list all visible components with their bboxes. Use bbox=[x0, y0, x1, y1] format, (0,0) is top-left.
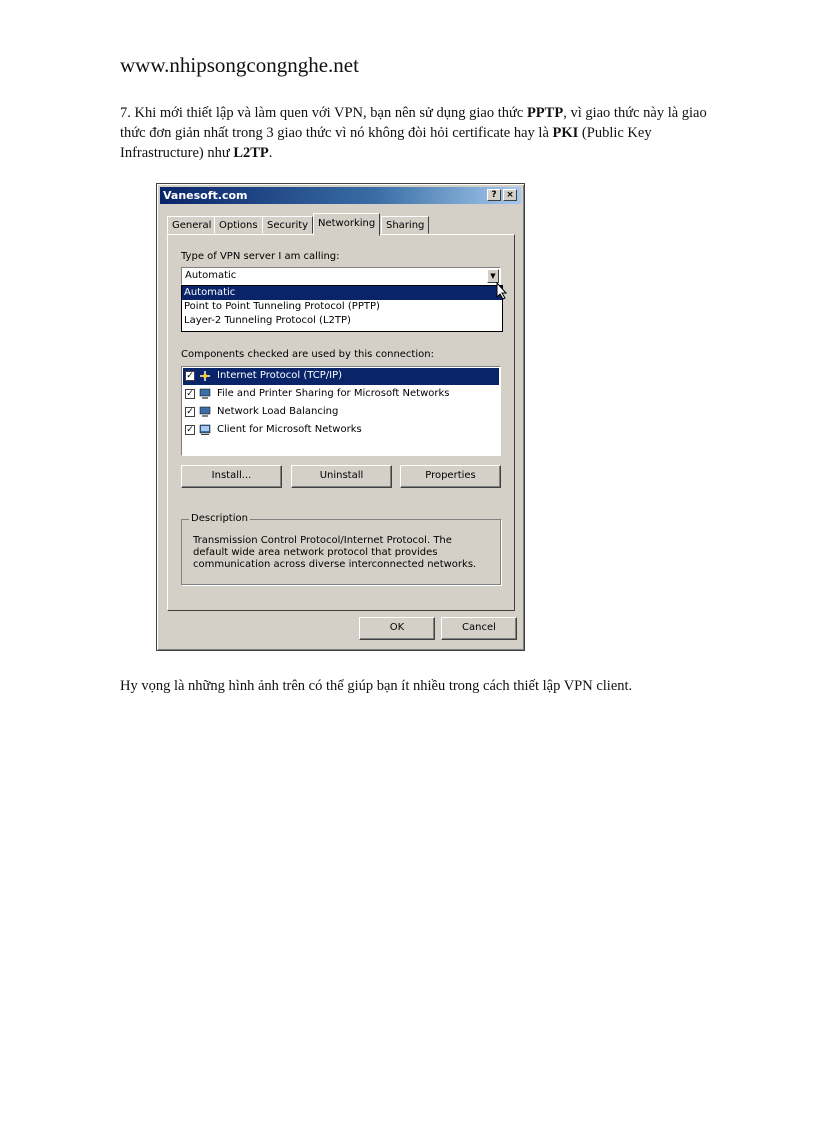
intro-l2tp: L2TP bbox=[233, 145, 269, 161]
chevron-down-icon[interactable]: ▼ bbox=[487, 269, 499, 283]
mouse-cursor-icon bbox=[496, 282, 508, 300]
description-groupbox bbox=[181, 513, 501, 585]
checkbox-network-load-balancing[interactable]: ✓ bbox=[186, 407, 194, 417]
component-label: Client for Microsoft Networks bbox=[217, 424, 362, 435]
component-item-client-ms-networks[interactable] bbox=[183, 422, 499, 439]
components-list[interactable] bbox=[181, 366, 501, 456]
vpn-option-l2tp[interactable]: Layer-2 Tunneling Protocol (L2TP) bbox=[184, 315, 351, 326]
component-item-file-printer-sharing[interactable] bbox=[183, 386, 499, 403]
help-button[interactable]: ? bbox=[487, 189, 501, 201]
vpn-option-automatic[interactable]: Automatic bbox=[182, 286, 502, 300]
site-url: www.nhipsongcongnghe.net bbox=[120, 53, 359, 77]
intro-text-2: , vì giao thức này là giao thức đơn giản nhất trong 3 giao thức vì nó không đòi hỏi certificate hay là bbox=[120, 105, 707, 141]
title-bar bbox=[160, 187, 521, 204]
ok-button[interactable]: OK bbox=[359, 617, 435, 640]
description-title: Description bbox=[191, 513, 248, 524]
intro-text-4: . bbox=[268, 145, 273, 161]
properties-button[interactable]: Properties bbox=[400, 465, 501, 488]
network-service-icon bbox=[199, 388, 211, 400]
network-protocol-icon bbox=[199, 370, 211, 382]
vpn-type-value: Automatic bbox=[185, 270, 237, 281]
network-service-icon bbox=[199, 406, 211, 418]
description-text: Transmission Control Protocol/Internet Protocol. The default wide area network protocol that provides communication across diverse interconnected networks. bbox=[193, 535, 477, 570]
tab-sharing[interactable]: Sharing bbox=[381, 216, 429, 234]
checkbox-client-ms-networks[interactable]: ✓ bbox=[186, 425, 194, 435]
tab-options[interactable]: Options bbox=[214, 216, 263, 234]
checkbox-file-printer-sharing[interactable]: ✓ bbox=[186, 389, 194, 399]
component-label: Internet Protocol (TCP/IP) bbox=[217, 370, 343, 381]
cancel-button[interactable]: Cancel bbox=[441, 617, 517, 640]
tab-general[interactable]: General bbox=[167, 216, 216, 234]
vpn-properties-dialog bbox=[156, 183, 525, 651]
dialog-title: Vanesoft.com bbox=[163, 189, 248, 202]
vpn-type-dropdown bbox=[181, 285, 503, 332]
network-client-icon bbox=[199, 424, 211, 436]
component-label: File and Printer Sharing for Microsoft Networks bbox=[217, 388, 450, 399]
uninstall-button[interactable]: Uninstall bbox=[291, 465, 392, 488]
closing-paragraph: Hy vọng là những hình ảnh trên có thể giúp bạn ít nhiều trong cách thiết lập VPN client. bbox=[120, 678, 633, 694]
component-item-tcpip[interactable] bbox=[183, 368, 499, 385]
intro-text-1: 7. Khi mới thiết lập và làm quen với VPN, bạn nên sử dụng giao thức bbox=[120, 105, 527, 121]
checkbox-tcpip[interactable]: ✓ bbox=[186, 371, 194, 381]
intro-text-3: (Public Key Infrastructure) như bbox=[120, 125, 652, 161]
component-item-network-load-balancing[interactable] bbox=[183, 404, 499, 421]
intro-pptp: PPTP bbox=[526, 105, 564, 121]
components-label: Components checked are used by this connection: bbox=[181, 349, 434, 360]
close-button[interactable]: × bbox=[503, 189, 517, 201]
intro-paragraph bbox=[120, 103, 720, 163]
component-label: Network Load Balancing bbox=[217, 406, 339, 417]
vpn-type-select[interactable] bbox=[181, 267, 501, 285]
vpn-type-label: Type of VPN server I am calling: bbox=[181, 251, 340, 262]
intro-pki: PKI bbox=[552, 125, 579, 141]
tab-security[interactable]: Security bbox=[262, 216, 313, 234]
vpn-option-pptp[interactable]: Point to Point Tunneling Protocol (PPTP) bbox=[184, 301, 380, 312]
install-button[interactable]: Install... bbox=[181, 465, 282, 488]
tab-networking[interactable]: Networking bbox=[313, 213, 380, 236]
